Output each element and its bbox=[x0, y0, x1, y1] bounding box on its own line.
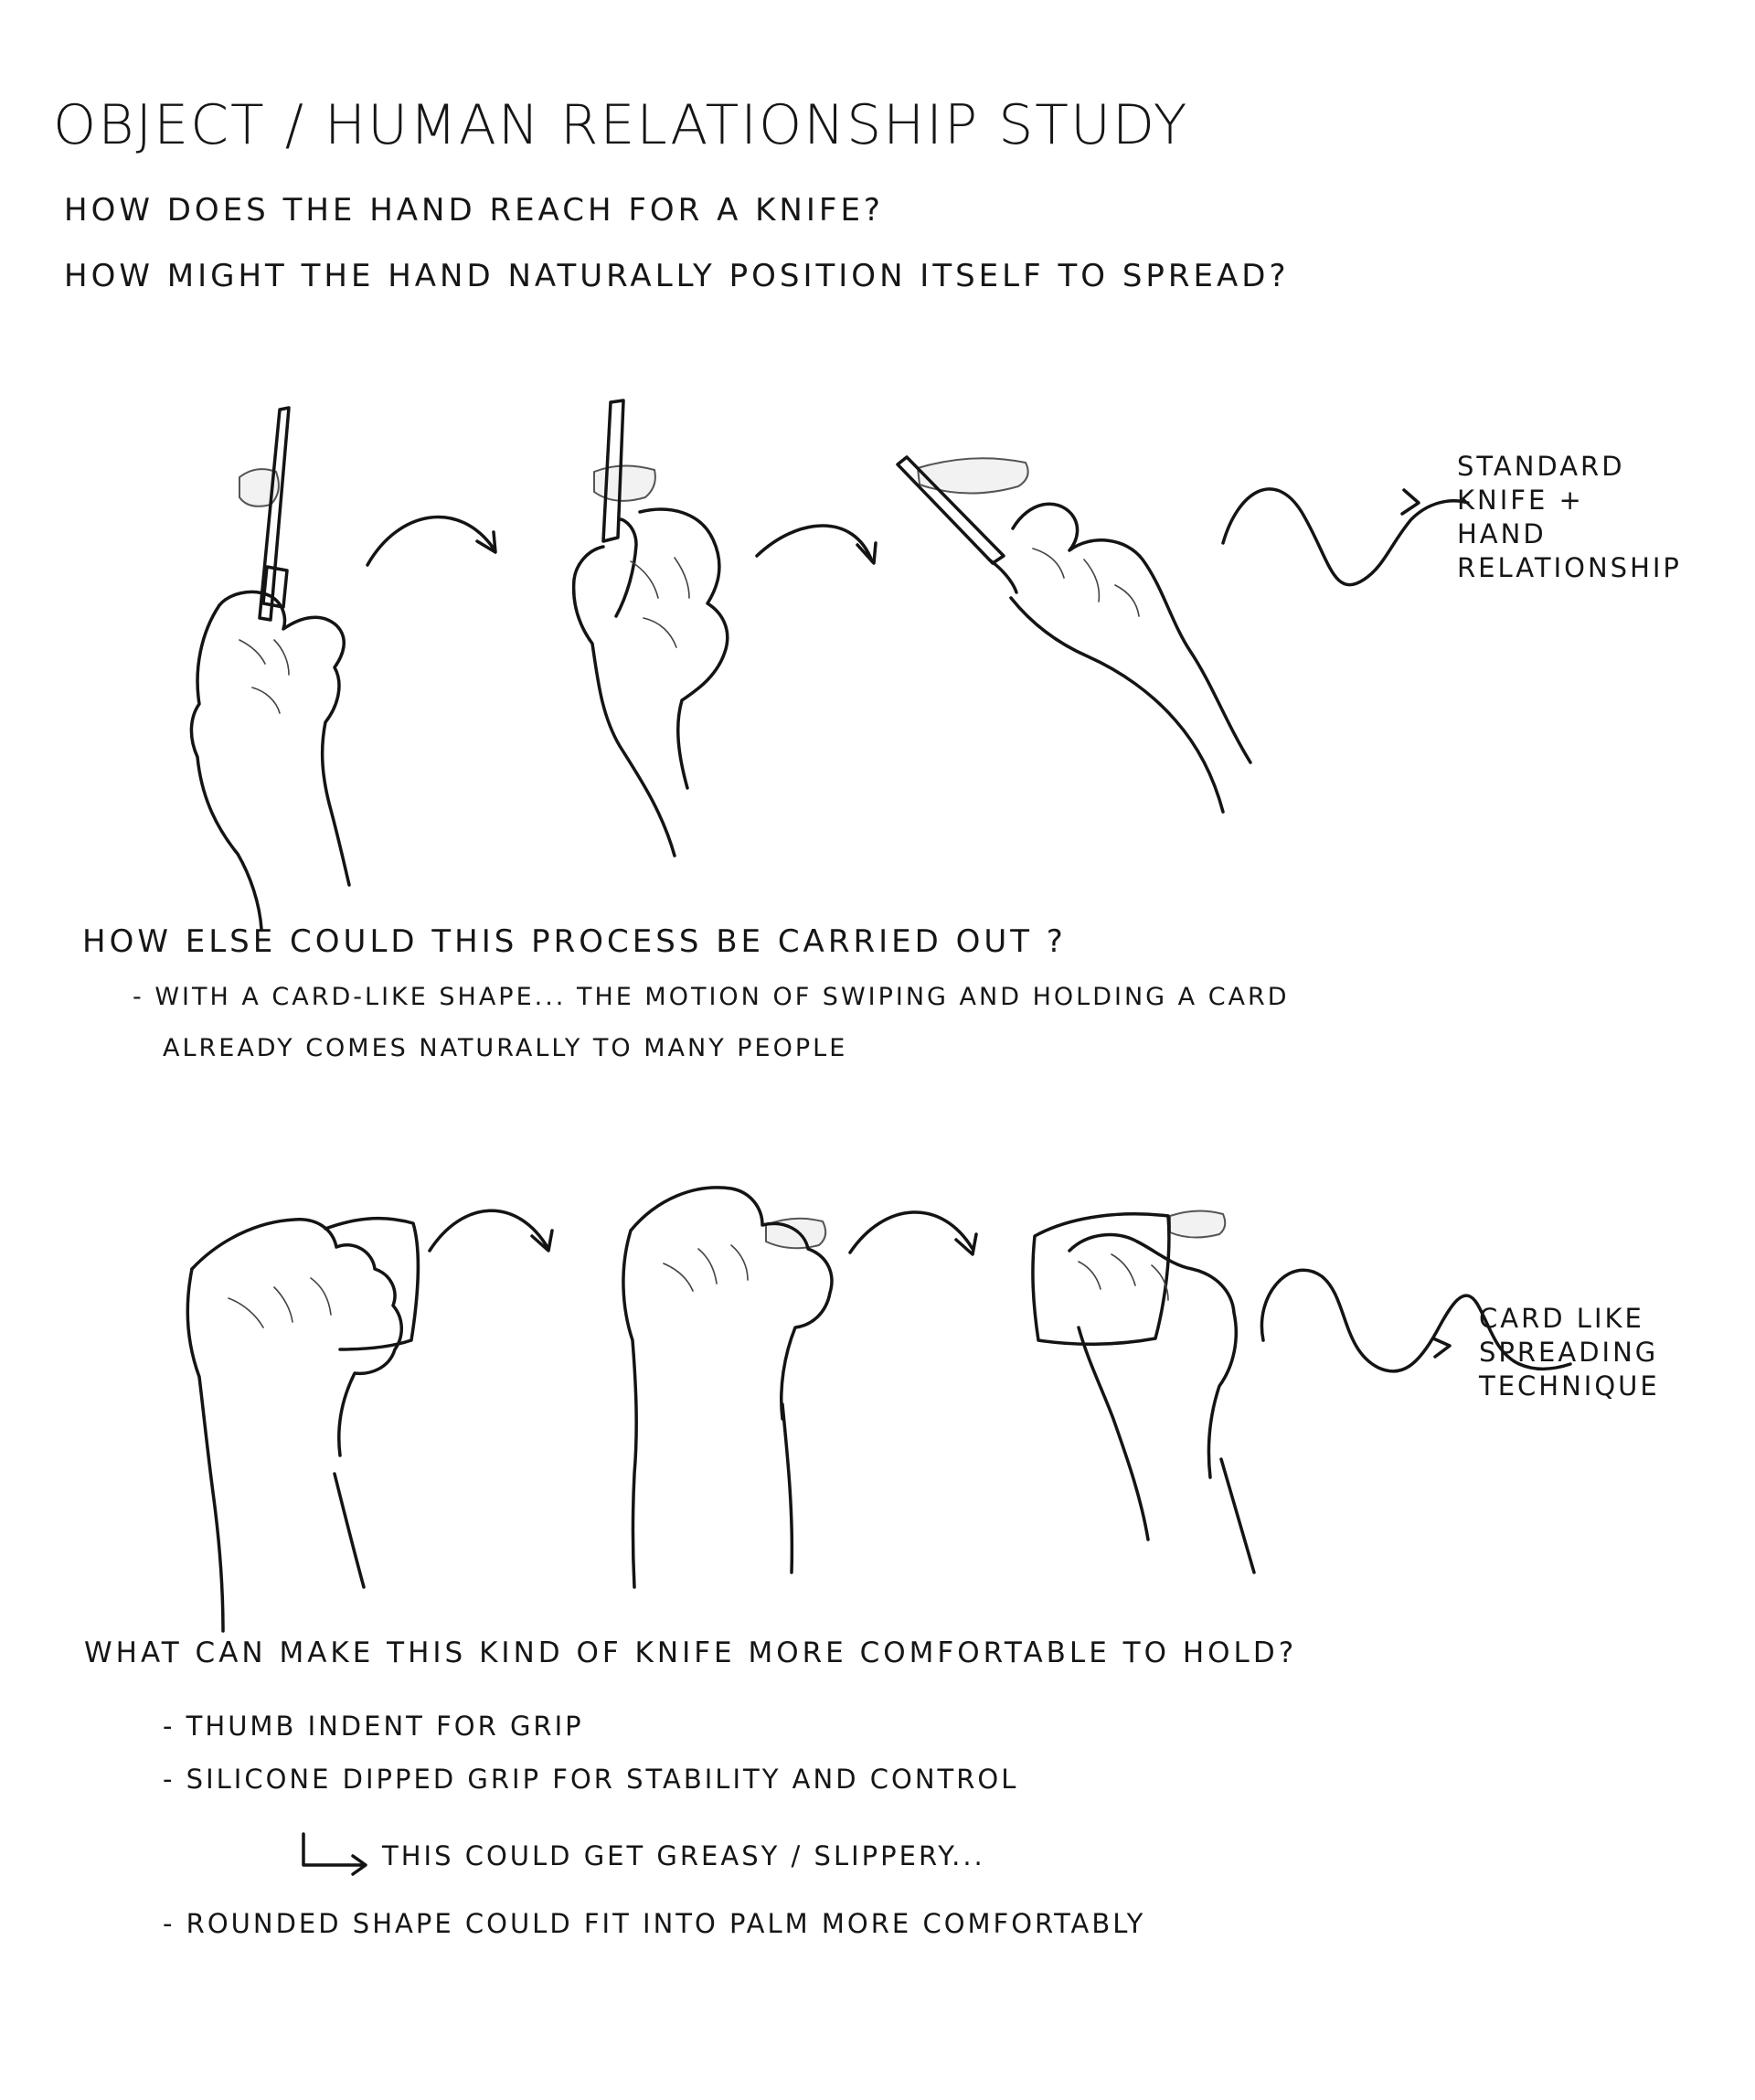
row2-note-line-3: TECHNIQUE bbox=[1479, 1370, 1660, 1402]
section2-bullet-line-1: - WITH A CARD-LIKE SHAPE... THE MOTION OF SWIPING AND HOLDING A CARD bbox=[133, 983, 1290, 1011]
section3-bullet-2: - SILICONE DIPPED GRIP FOR STABILITY AND CONTROL bbox=[163, 1764, 1019, 1795]
row2-note bbox=[1479, 1302, 1660, 1403]
curved-arrow-2 bbox=[757, 526, 876, 563]
row2-note-line-1: CARD LIKE bbox=[1479, 1303, 1644, 1334]
section2-bullet-line-2: ALREADY COMES NATURALLY TO MANY PEOPLE bbox=[163, 1034, 848, 1062]
curved-arrow-3 bbox=[430, 1210, 552, 1251]
row2-note-line-2: SPREADING bbox=[1479, 1337, 1659, 1369]
row1-note-line-1: STANDARD bbox=[1457, 451, 1625, 482]
row1-note-line-2: KNIFE + bbox=[1457, 485, 1584, 517]
row1-note-line-4: RELATIONSHIP bbox=[1457, 552, 1682, 584]
hand-knife-sketch-2 bbox=[574, 400, 728, 856]
section2-question: HOW ELSE COULD THIS PROCESS BE CARRIED OUT ? bbox=[82, 923, 1067, 960]
section3-question: WHAT CAN MAKE THIS KIND OF KNIFE MORE COMFORTABLE TO HOLD? bbox=[84, 1636, 1298, 1669]
sub-bullet-arrow bbox=[303, 1834, 366, 1874]
page-title: OBJECT / HUMAN RELATIONSHIP STUDY bbox=[53, 93, 1189, 157]
intro-question-1: HOW DOES THE HAND REACH FOR A KNIFE? bbox=[64, 192, 884, 229]
hand-card-sketch-1 bbox=[187, 1219, 418, 1631]
row1-note-line-3: HAND bbox=[1457, 518, 1547, 550]
section3-sub-bullet: THIS COULD GET GREASY / SLIPPERY... bbox=[382, 1840, 985, 1871]
section3-bullet-1: - THUMB INDENT FOR GRIP bbox=[163, 1711, 584, 1742]
wave-arrow-1 bbox=[1223, 489, 1468, 585]
intro-question-2: HOW MIGHT THE HAND NATURALLY POSITION ITSELF TO SPREAD? bbox=[64, 258, 1290, 294]
hand-card-sketch-3 bbox=[1033, 1210, 1254, 1572]
curved-arrow-4 bbox=[850, 1212, 976, 1254]
hand-card-sketch-2 bbox=[623, 1188, 832, 1587]
row1-note bbox=[1457, 450, 1682, 585]
hand-knife-sketch-3 bbox=[898, 457, 1250, 812]
curved-arrow-1 bbox=[367, 517, 495, 565]
hand-knife-sketch-1 bbox=[191, 408, 349, 929]
section3-bullet-3: - ROUNDED SHAPE COULD FIT INTO PALM MORE COMFORTABLY bbox=[163, 1908, 1146, 1939]
